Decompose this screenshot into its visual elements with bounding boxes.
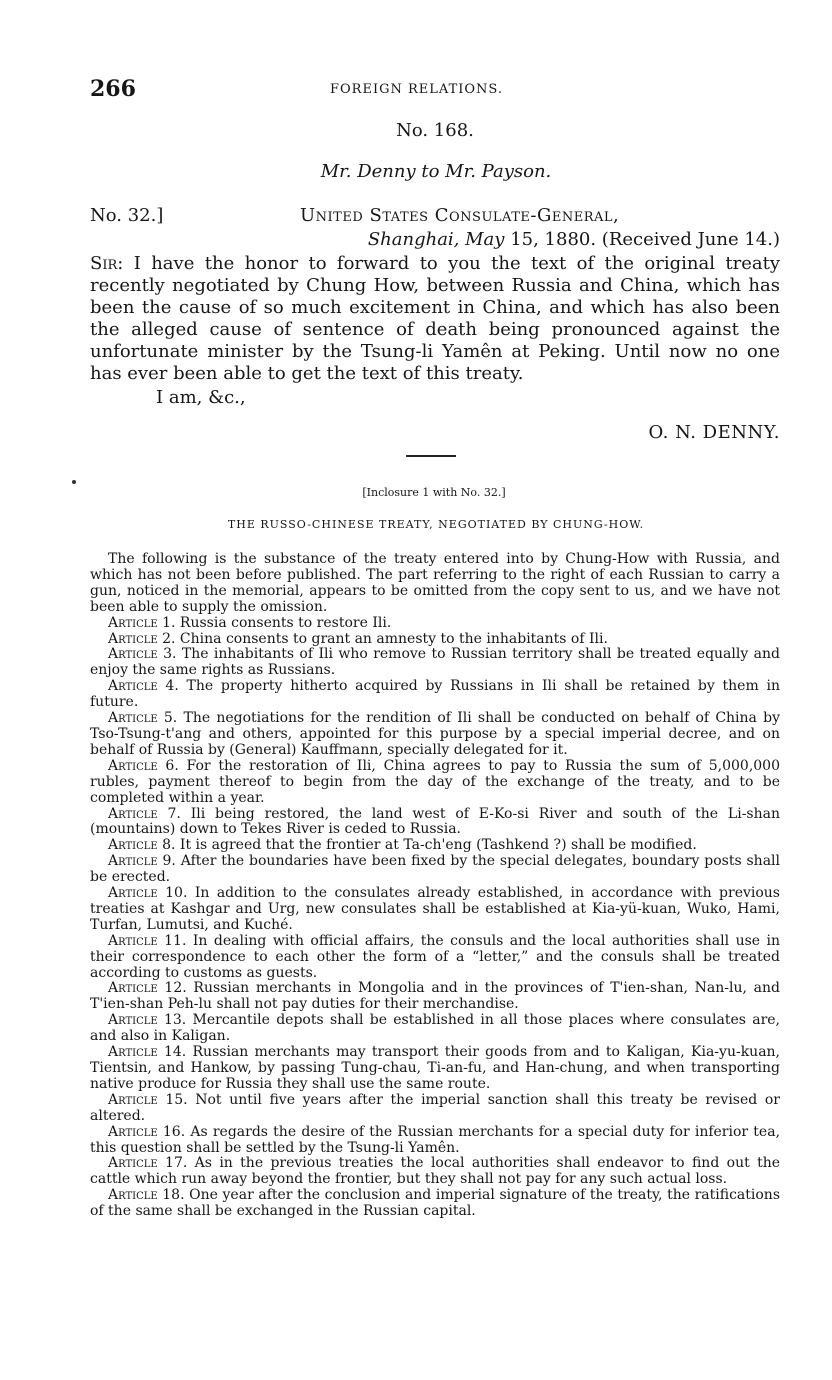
enclosure-label: [Inclosure 1 with No. 32.]: [362, 486, 506, 499]
article: Article 17. As in the previous treaties the local authorities shall endeavor to find out the cattle which run away beyond the frontier, but they shall not pay for any such actual loss.: [90, 1155, 781, 1188]
salutation: Sir: [90, 253, 118, 274]
dateline-rest: 15, 1880. (Received June 14.): [504, 229, 780, 250]
treaty-text: [90, 552, 780, 1220]
article: Article 16. As regards the desire of the Russian merchants for a special duty for inferior tea, this question shall be settled by the Tsung-li Yamên.: [90, 1123, 781, 1156]
article: Article 14. Russian merchants may transport their goods from and to Kaligan, Kia-yu-kuan, Tientsin, and Hankow, by passing Tung-chau, Ti-an-fu, and Han-chung, and when transporting native produce for Russia they shall use the same route.: [90, 1044, 781, 1092]
treaty-title: THE RUSSO-CHINESE TREATY, NEGOTIATED BY CHUNG-HOW.: [227, 518, 645, 531]
article: Article 8. It is agreed that the frontier at Ta-ch'eng (Tashkend ?) shall be modified.: [108, 837, 697, 854]
stray-mark: [72, 480, 76, 484]
article: Article 2. China consents to grant an amnesty to the inhabitants of Ili.: [108, 630, 608, 647]
letter-signature: O. N. DENNY.: [648, 422, 780, 443]
article: Article 9. After the boundaries have been fixed by the special delegates, boundary posts shall be erected.: [90, 853, 780, 886]
article: Article 7. Ili being restored, the land west of E-Ko-si River and south of the Li-shan (mountains) down to Tekes River is ceded to Russia.: [90, 805, 780, 838]
document-number: No. 168.: [396, 120, 474, 141]
article: Article 13. Mercantile depots shall be established in all those places where consulates are, and also in Kaligan.: [90, 1012, 780, 1045]
article: Article 12. Russian merchants in Mongolia and in the provinces of T'ien-shan, Nan-lu, and T'ien-shan Peh-lu shall not pay duties for their merchandise.: [90, 980, 781, 1013]
article: Article 5. The negotiations for the rendition of Ili shall be conducted on behalf of China by Tso-Tsung-t'ang and others, appointed for this purpose by a special imperial decree, and on behalf of Russia by (General) Kauffmann, specially delegated for it.: [90, 710, 780, 758]
article: Article 3. The inhabitants of Ili who remove to Russian territory shall be treated equally and enjoy the same rights as Russians.: [90, 646, 780, 679]
running-head-title: FOREIGN RELATIONS.: [330, 82, 503, 97]
page-number: 266: [90, 76, 136, 102]
article: Article 18. One year after the conclusion and imperial signature of the treaty, the ratifications of the same shall be exchanged in the Russian capital.: [90, 1187, 780, 1220]
dispatch-number: No. 32.]: [90, 205, 164, 226]
article: Article 4. The property hitherto acquired by Russians in Ili shall be retained by them in future.: [90, 678, 780, 711]
letter-text: : I have the honor to forward to you the text of the original treaty recently negotiated by Chung How, between Russia and China, which has been the cause of so much excitement in China, and which has also been the alleged cause of sentence of death being pronounced against the unfortunate minister by the Tsung-li Yamên at Peking. Until now no one has ever been able to get the text of this treaty.: [90, 253, 780, 384]
document-subject: Mr. Denny to Mr. Payson.: [320, 161, 552, 182]
article: Article 1. Russia consents to restore Ili.: [108, 614, 392, 631]
section-divider: [406, 455, 456, 457]
article: Article 15. Not until five years after the imperial sanction shall this treaty be revised or altered.: [90, 1091, 780, 1124]
article: Article 11. In dealing with official affairs, the consuls and the local authorities shall use in their correspondence to each other the form of a “letter,” and the consuls shall be treated according to customs as guests.: [90, 932, 781, 981]
dateline: [90, 229, 780, 251]
running-header: [90, 76, 772, 102]
treaty-intro: The following is the substance of the treaty entered into by Chung-How with Russia, and which has not been before published. The part referring to the right of each Russian to carry a gun, noticed in the memorial, appears to be omitted from the copy sent to us, and we have not been able to supply the omission.: [90, 551, 780, 615]
consulate-name: United States Consulate-General,: [300, 205, 620, 226]
article: Article 10. In addition to the consulates already established, in accordance with previous treaties at Kashgar and Urg, new consulates shall be established at Kia-yü-kuan, Wuko, Hami, Turfan, Lumutsi, and Kuché.: [90, 885, 780, 933]
dateline-place: Shanghai, May: [367, 229, 505, 250]
letter-body: [90, 253, 780, 385]
article: Article 6. For the restoration of Ili, China agrees to pay to Russia the sum of 5,000,000 rubles, payment thereof to begin from the day of the exchange of the treaty, and to be completed within a year.: [90, 757, 780, 806]
letter-closing: I am, &c.,: [156, 387, 246, 408]
